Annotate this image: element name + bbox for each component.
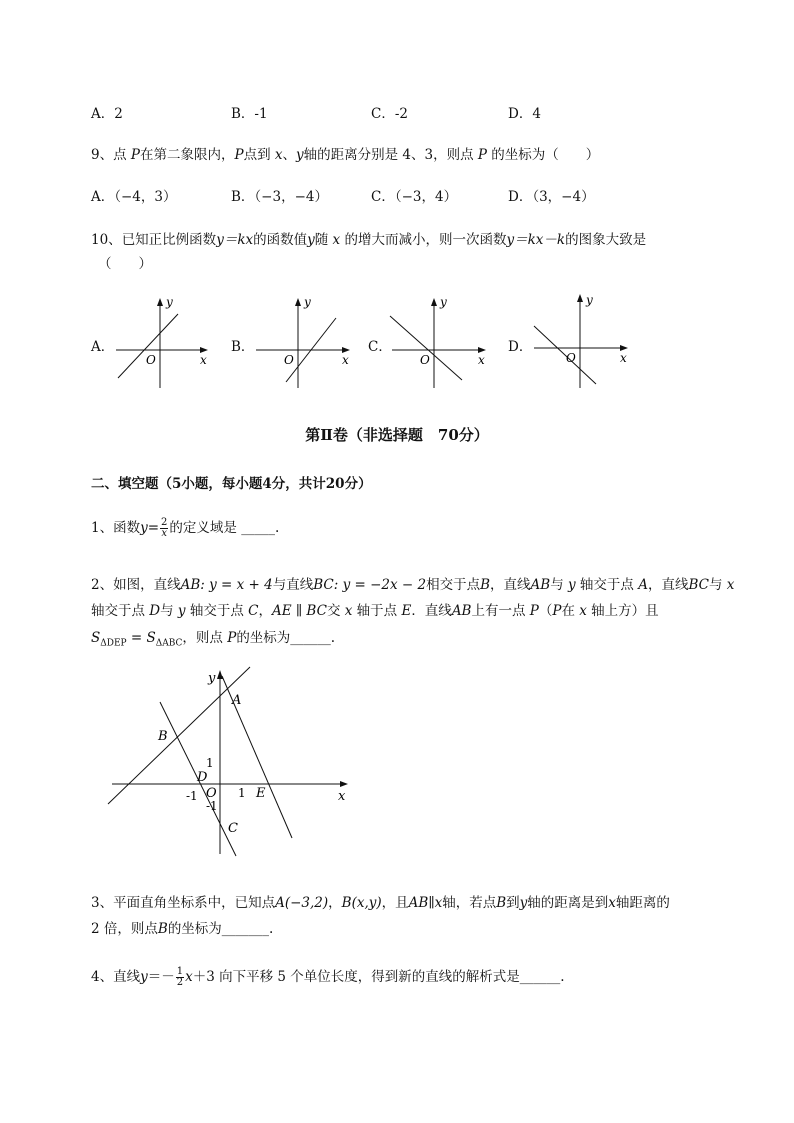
f2-line3 bbox=[91, 626, 335, 649]
y-axis-arrow-icon bbox=[217, 670, 223, 679]
f4-frac-den: 2 bbox=[176, 977, 184, 988]
f2-text: 相交于点 bbox=[426, 577, 481, 593]
q9-var: x bbox=[274, 147, 283, 163]
q9-option-a: A．（−4，3） bbox=[91, 189, 177, 205]
f4-text: ＋3 向下平移 5 个单位长度，得到新的直线的解析式是______. bbox=[192, 969, 565, 985]
f2-text: ，则点 bbox=[182, 630, 228, 646]
f1-text: 函数 bbox=[113, 520, 141, 536]
y-label: y bbox=[586, 293, 593, 307]
f1-eq: = bbox=[147, 520, 160, 536]
f2-text: 与 bbox=[160, 603, 178, 619]
f3-text: 轴，若点 bbox=[442, 895, 497, 911]
y-label: y bbox=[440, 295, 447, 309]
point-a-label: A bbox=[232, 693, 242, 708]
f3-var: B bbox=[157, 921, 168, 937]
f4-var: y bbox=[140, 969, 148, 985]
f2-area-symbol: S bbox=[91, 630, 101, 646]
q10-text: 已知正比例函数 bbox=[121, 232, 217, 248]
f2-var: BC bbox=[688, 577, 709, 593]
q9-text: 轴的距离分别是 4、3，则点 bbox=[303, 147, 478, 163]
q10-graph-d bbox=[528, 288, 638, 392]
tick-label-x-1: 1 bbox=[238, 786, 246, 800]
y-axis-arrow-icon bbox=[295, 298, 301, 306]
f2-text: （ bbox=[538, 603, 553, 619]
x-label: x bbox=[478, 353, 485, 367]
q10-bracket: （ ） bbox=[98, 256, 152, 272]
f1-fraction bbox=[160, 518, 168, 539]
fig-y-label: y bbox=[208, 671, 216, 686]
f3-line2 bbox=[91, 917, 273, 937]
tick-label-x-neg1: -1 bbox=[186, 789, 198, 803]
y-axis-arrow-icon bbox=[157, 298, 163, 306]
f2-text: 如图，直线 bbox=[113, 577, 181, 593]
f4-question bbox=[91, 965, 565, 988]
q10-graph-label-c: C． bbox=[368, 339, 392, 355]
f2-var: y bbox=[567, 577, 576, 593]
q10-stem bbox=[91, 228, 646, 248]
f2-var: AB bbox=[451, 603, 472, 619]
origin-label: O bbox=[146, 353, 156, 367]
f3-formula: A(−3,2) bbox=[275, 895, 329, 911]
q10-graph-c bbox=[386, 292, 496, 392]
graph-line bbox=[534, 326, 596, 384]
q10-var: y bbox=[307, 232, 315, 248]
q10-text: 的增大而减小，则一次函数 bbox=[340, 232, 507, 248]
f2-text: ，直线 bbox=[647, 577, 689, 593]
part2-title: 第Ⅱ卷（非选择题 70分） bbox=[305, 426, 489, 444]
f2-figure bbox=[100, 662, 360, 862]
point-d-label: D bbox=[197, 770, 208, 785]
f3-line1 bbox=[91, 891, 670, 911]
f3-number: 3、 bbox=[91, 895, 114, 911]
f1-number: 1、 bbox=[91, 520, 114, 536]
f2-text: 上有一点 bbox=[471, 603, 530, 619]
x-label: x bbox=[342, 353, 349, 367]
f3-formula: B(x,y) bbox=[341, 895, 382, 911]
tick-label-y-neg1: -1 bbox=[206, 799, 218, 813]
f2-var: P bbox=[227, 630, 237, 646]
f3-text: 轴距离的 bbox=[615, 895, 670, 911]
f2-var: y bbox=[177, 603, 186, 619]
f1-frac-num: 2 bbox=[161, 517, 168, 528]
f2-number: 2、 bbox=[91, 577, 114, 593]
f4-eq: ＝－ bbox=[147, 969, 175, 985]
point-b-label: B bbox=[158, 729, 168, 744]
f2-line2 bbox=[91, 599, 659, 619]
f1-var: y bbox=[140, 520, 148, 536]
f2-var: AB bbox=[530, 577, 551, 593]
graph-line bbox=[390, 316, 462, 380]
f2-text: 轴交于点 bbox=[91, 603, 150, 619]
q10-text: 的函数值 bbox=[253, 232, 308, 248]
q9-number: 9、 bbox=[91, 147, 114, 163]
f1-frac-den: x bbox=[161, 528, 168, 539]
f3-var: B bbox=[496, 895, 507, 911]
f2-text: 在 bbox=[561, 603, 580, 619]
x-label: x bbox=[620, 351, 627, 365]
f2-var: x bbox=[344, 603, 353, 619]
f2-var: C bbox=[248, 603, 259, 619]
f2-area-sub: ΔDEP bbox=[100, 638, 127, 649]
section2-title: 二、填空题（5小题，每小题4分，共计20分） bbox=[91, 476, 372, 492]
f2-text: 与直线 bbox=[272, 577, 314, 593]
q9-text: 的坐标为（ ） bbox=[487, 147, 600, 163]
f2-var: P bbox=[552, 603, 562, 619]
f2-area-symbol: S bbox=[146, 630, 156, 646]
line-ab bbox=[108, 667, 250, 804]
q10-graph-label-a: A． bbox=[91, 339, 115, 355]
f3-text: 平面直角坐标系中，已知点 bbox=[113, 895, 276, 911]
y-label: y bbox=[304, 295, 311, 309]
f2-text: 轴交于点 bbox=[575, 577, 639, 593]
f2-text: 与 bbox=[708, 577, 727, 593]
f2-var: D bbox=[149, 603, 161, 619]
origin-label: O bbox=[284, 353, 294, 367]
f3-var: x bbox=[434, 895, 443, 911]
f4-number: 4、 bbox=[91, 969, 114, 985]
q9-var: y bbox=[296, 147, 304, 163]
q9-option-c: C．（−3，4） bbox=[371, 189, 458, 205]
graph-line bbox=[118, 314, 178, 378]
f3-text: ， bbox=[328, 895, 342, 911]
f2-formula: AE ∥ BC bbox=[272, 603, 327, 619]
q9-stem bbox=[91, 143, 599, 163]
q10-var: x bbox=[332, 232, 341, 248]
point-c-label: C bbox=[228, 821, 238, 836]
q8-option-d: D．4 bbox=[508, 106, 541, 122]
f2-text: 的坐标为______. bbox=[236, 630, 336, 646]
f1-text: 的定义域是 _____. bbox=[169, 520, 280, 536]
q8-option-c: C．-2 bbox=[371, 106, 408, 122]
f2-area-sub: ΔABC bbox=[155, 638, 183, 649]
q9-text: 、 bbox=[282, 147, 296, 163]
q9-var: P bbox=[234, 147, 244, 163]
q10-formula: y＝kx－k bbox=[506, 232, 566, 248]
q10-graph-label-d: D． bbox=[508, 339, 533, 355]
q9-var: P bbox=[130, 147, 140, 163]
y-label: y bbox=[166, 295, 173, 309]
f2-var: A bbox=[638, 577, 648, 593]
q8-option-b: B．-1 bbox=[231, 106, 268, 122]
f2-line1 bbox=[91, 573, 734, 593]
q10-text: 随 bbox=[314, 232, 333, 248]
f2-text: ， bbox=[258, 603, 272, 619]
x-label: x bbox=[200, 353, 207, 367]
x-axis-arrow-icon bbox=[340, 781, 348, 787]
q10-number: 10、 bbox=[91, 232, 122, 248]
q10-graph-a bbox=[108, 292, 218, 392]
q9-text: 点 bbox=[113, 147, 131, 163]
q10-graph-b bbox=[250, 292, 360, 392]
y-axis-arrow-icon bbox=[577, 294, 583, 302]
f3-text: 轴的距离是到 bbox=[527, 895, 609, 911]
f3-text: 2 倍，则点 bbox=[91, 921, 158, 937]
q9-text: 在第二象限内， bbox=[139, 147, 235, 163]
f2-text: ，直线 bbox=[490, 577, 531, 593]
f3-var: y bbox=[519, 895, 528, 911]
f4-fraction bbox=[176, 967, 184, 988]
q10-text: 的图象大致是 bbox=[565, 232, 647, 248]
f2-eq: = bbox=[126, 630, 147, 646]
origin-label: O bbox=[420, 353, 430, 367]
q10-graph-label-b: B． bbox=[231, 339, 255, 355]
f3-text: 到 bbox=[506, 895, 520, 911]
f2-text: ．直线 bbox=[411, 603, 452, 619]
fig-x-label: x bbox=[338, 789, 346, 804]
f3-text: ，且 bbox=[381, 895, 409, 911]
q9-text: 点到 bbox=[243, 147, 275, 163]
f4-frac-num: 1 bbox=[176, 966, 184, 977]
origin-label: O bbox=[206, 786, 217, 801]
f2-text: 轴交于点 bbox=[185, 603, 249, 619]
f2-text: 交 bbox=[326, 603, 345, 619]
q8-option-a: A．2 bbox=[91, 106, 123, 122]
f2-formula: AB: y = x + 4 bbox=[180, 577, 273, 593]
tick-label-y-1: 1 bbox=[206, 756, 214, 770]
origin-label: O bbox=[566, 351, 576, 365]
f3-formula: AB∥ bbox=[408, 895, 435, 911]
f2-var: B bbox=[480, 577, 491, 593]
f2-text: 轴于点 bbox=[352, 603, 402, 619]
f2-var: x bbox=[726, 577, 735, 593]
q9-var: P bbox=[477, 147, 487, 163]
q9-option-b: B．（−3，−4） bbox=[231, 189, 328, 205]
f2-var: P bbox=[529, 603, 539, 619]
f2-text: 与 bbox=[550, 577, 568, 593]
point-e-label: E bbox=[256, 786, 266, 801]
f4-text: 直线 bbox=[113, 969, 141, 985]
f1-question bbox=[91, 516, 279, 539]
f2-var: x bbox=[579, 603, 587, 619]
f2-formula: BC: y = −2x − 2 bbox=[313, 577, 427, 593]
q10-formula: y＝kx bbox=[216, 232, 254, 248]
f2-var: E bbox=[401, 603, 412, 619]
f2-text: 轴上方）且 bbox=[586, 603, 659, 619]
y-axis-arrow-icon bbox=[431, 298, 437, 306]
f4-var: x bbox=[185, 969, 193, 985]
f3-text: 的坐标为_______. bbox=[167, 921, 274, 937]
f3-var: x bbox=[608, 895, 616, 911]
q9-option-d: D．（3，−4） bbox=[508, 189, 595, 205]
